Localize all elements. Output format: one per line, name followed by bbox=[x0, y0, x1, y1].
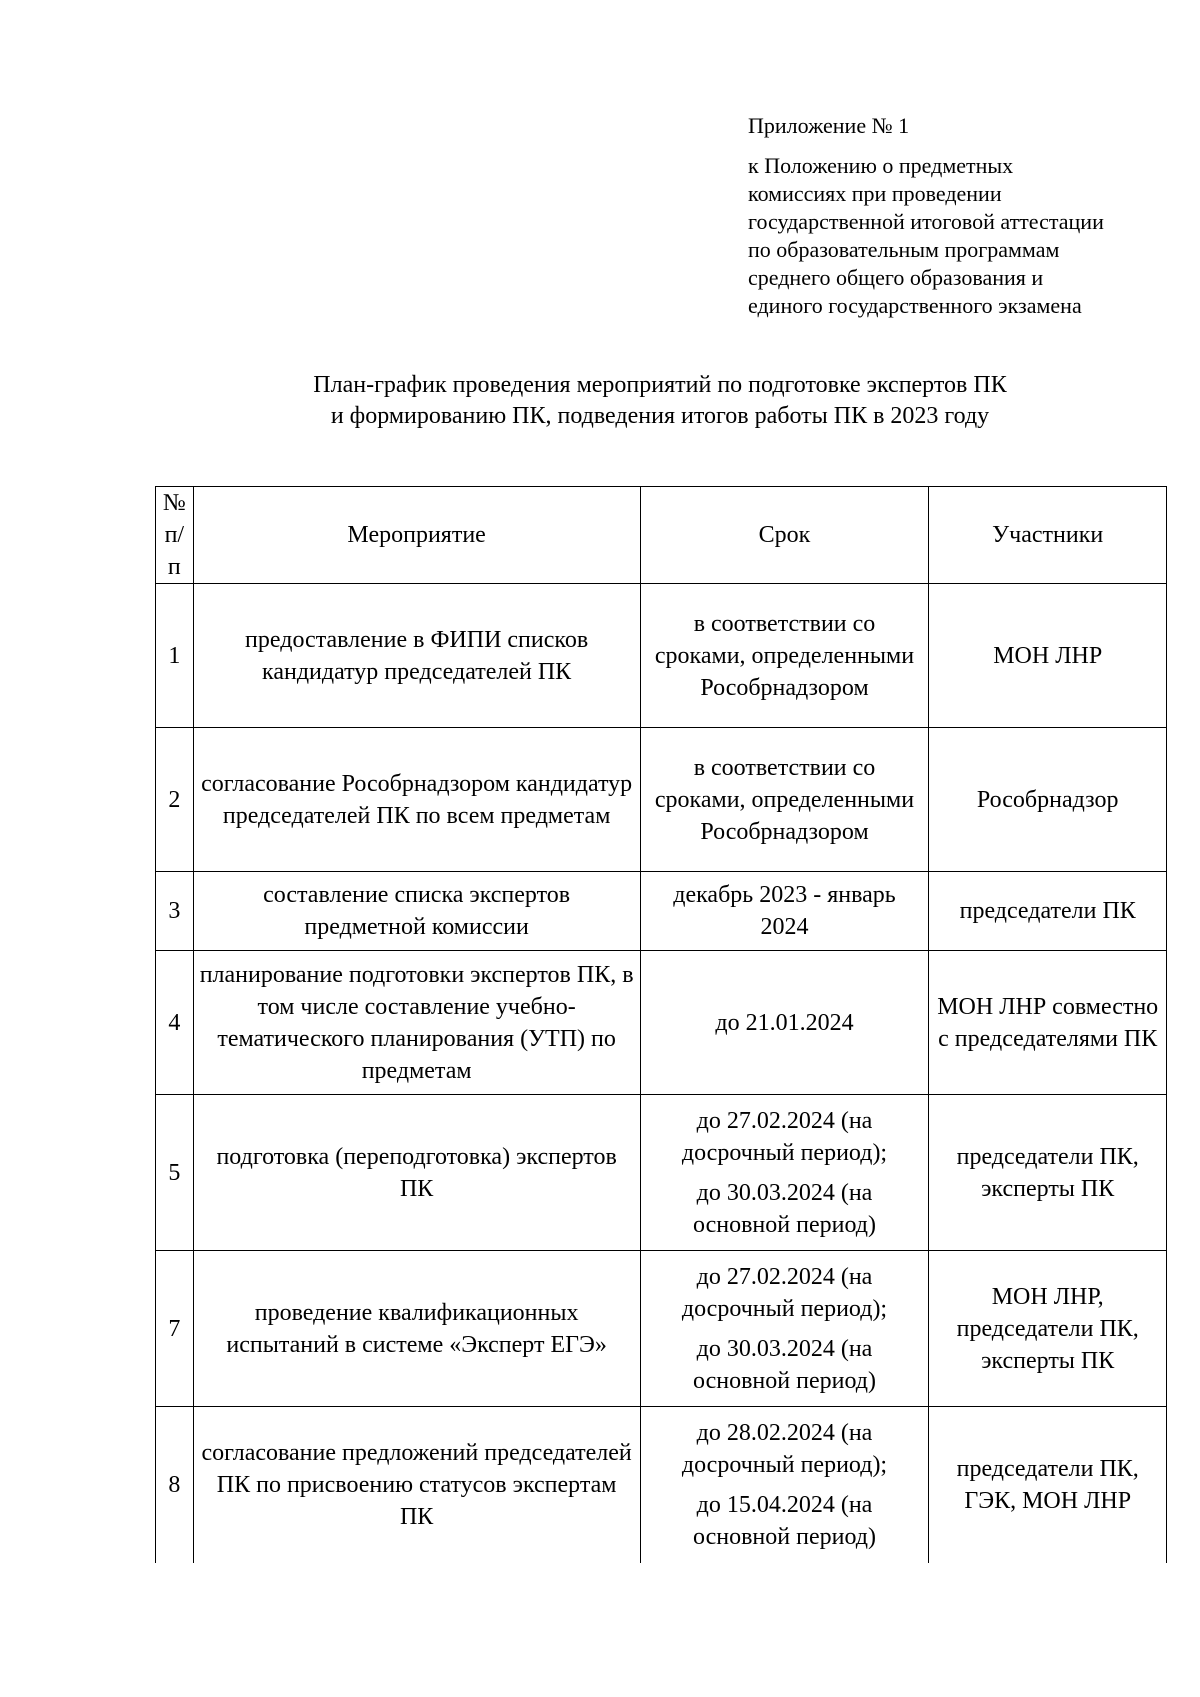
row-event: согласование Рособрнадзором кандидатур председателей ПК по всем предметам bbox=[193, 728, 640, 872]
row-participants: Рособрнадзор bbox=[929, 728, 1167, 872]
term-line: до 27.02.2024 (на досрочный период); bbox=[681, 1107, 888, 1166]
header-participants: Участники bbox=[929, 487, 1167, 584]
row-event: предоставление в ФИПИ списков кандидатур председателей ПК bbox=[193, 584, 640, 728]
title-line-1: План-график проведения мероприятий по подготовке экспертов ПК bbox=[313, 372, 1007, 398]
appendix-header bbox=[748, 112, 1168, 320]
term-line: до 30.03.2024 (на основной период) bbox=[693, 1179, 876, 1238]
row-participants: председатели ПК, эксперты ПК bbox=[929, 1095, 1167, 1251]
document-title bbox=[0, 370, 1200, 432]
row-participants: МОН ЛНР совместно с председателями ПК bbox=[929, 951, 1167, 1095]
row-term bbox=[640, 951, 929, 1095]
row-number: 1 bbox=[156, 584, 194, 728]
table-row bbox=[156, 872, 1167, 951]
table-row bbox=[156, 1095, 1167, 1251]
term-line: до 15.04.2024 (на основной период) bbox=[693, 1491, 876, 1550]
term-line: декабрь 2023 - январь 2024 bbox=[673, 882, 896, 940]
term-line: до 27.02.2024 (на досрочный период); bbox=[681, 1263, 888, 1322]
row-term bbox=[640, 1095, 929, 1251]
table-row bbox=[156, 1251, 1167, 1407]
row-number: 5 bbox=[156, 1095, 194, 1251]
row-number: 8 bbox=[156, 1407, 194, 1563]
row-participants: председатели ПК bbox=[929, 872, 1167, 951]
row-event: проведение квалификационных испытаний в системе «Эксперт ЕГЭ» bbox=[193, 1251, 640, 1407]
plan-table bbox=[155, 486, 1167, 1563]
title-line-2: и формированию ПК, подведения итогов работы ПК в 2023 году bbox=[330, 403, 990, 429]
table-row bbox=[156, 1407, 1167, 1563]
header-event: Мероприятие bbox=[193, 487, 640, 584]
appendix-line: комиссиях при проведении bbox=[748, 181, 1002, 206]
row-participants: МОН ЛНР, председатели ПК, эксперты ПК bbox=[929, 1251, 1167, 1407]
table-row bbox=[156, 584, 1167, 728]
table-row bbox=[156, 728, 1167, 872]
appendix-line: по образовательным программам bbox=[748, 237, 1060, 262]
row-number: 7 bbox=[156, 1251, 194, 1407]
row-term bbox=[640, 728, 929, 872]
row-participants: председатели ПК, ГЭК, МОН ЛНР bbox=[929, 1407, 1167, 1563]
table-header-row bbox=[156, 487, 1167, 584]
row-term bbox=[640, 584, 929, 728]
appendix-line: к Положению о предметных bbox=[748, 153, 1014, 178]
table-row bbox=[156, 951, 1167, 1095]
row-number: 2 bbox=[156, 728, 194, 872]
row-event: согласование предложений председателей ПК по присвоению статусов экспертам ПК bbox=[193, 1407, 640, 1563]
appendix-line: среднего общего образования и bbox=[748, 265, 1044, 290]
row-term bbox=[640, 872, 929, 951]
term-line: в соответствии со сроками, определенными Рособрнадзором bbox=[654, 754, 915, 845]
header-number: № п/п bbox=[156, 487, 194, 584]
row-number: 4 bbox=[156, 951, 194, 1095]
appendix-number: Приложение № 1 bbox=[748, 113, 910, 138]
row-term bbox=[640, 1407, 929, 1563]
row-event: подготовка (переподготовка) экспертов ПК bbox=[193, 1095, 640, 1251]
term-line: до 21.01.2024 bbox=[715, 1009, 854, 1036]
row-event: планирование подготовки экспертов ПК, в том числе составление учебно-тематического планирования (УТП) по предметам bbox=[193, 951, 640, 1095]
row-number: 3 bbox=[156, 872, 194, 951]
term-line: до 28.02.2024 (на досрочный период); bbox=[681, 1419, 888, 1478]
header-term: Срок bbox=[640, 487, 929, 584]
row-event: составление списка экспертов предметной комиссии bbox=[193, 872, 640, 951]
term-line: до 30.03.2024 (на основной период) bbox=[693, 1335, 876, 1394]
appendix-line: государственной итоговой аттестации bbox=[748, 209, 1104, 234]
row-term bbox=[640, 1251, 929, 1407]
row-participants: МОН ЛНР bbox=[929, 584, 1167, 728]
term-line: в соответствии со сроками, определенными Рособрнадзором bbox=[654, 610, 915, 701]
appendix-line: единого государственного экзамена bbox=[748, 293, 1082, 318]
